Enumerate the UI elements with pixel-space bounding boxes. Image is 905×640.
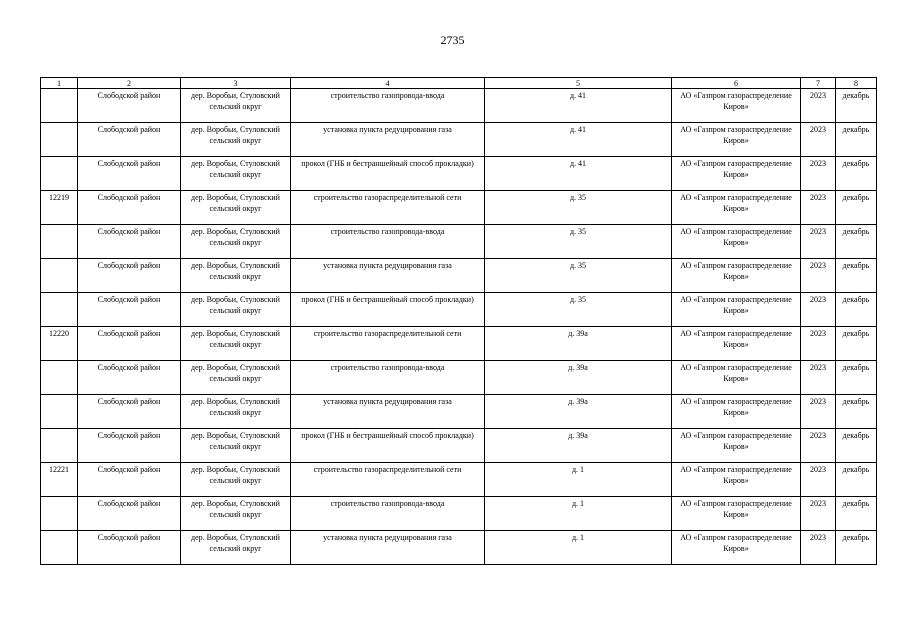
organization-cell: АО «Газпром газораспределение Киров» [672,429,801,463]
locality-cell: дер. Воробьи, Стуловский сельский округ [181,395,291,429]
month-cell: декабрь [836,225,877,259]
district-cell: Слободской район [78,463,181,497]
address-cell: д. 1 [485,531,672,565]
month-cell: декабрь [836,259,877,293]
year-cell: 2023 [801,327,836,361]
organization-cell: АО «Газпром газораспределение Киров» [672,89,801,123]
address-cell: д. 35 [485,293,672,327]
year-cell: 2023 [801,463,836,497]
column-number: 3 [181,78,291,89]
row-number [41,497,78,531]
work-type-cell: строительство газопровода-ввода [291,89,485,123]
row-number [41,89,78,123]
table-row [41,293,877,327]
district-cell: Слободской район [78,293,181,327]
row-number: 12219 [41,191,78,225]
locality-cell: дер. Воробьи, Стуловский сельский округ [181,429,291,463]
address-cell: д. 41 [485,89,672,123]
column-number: 6 [672,78,801,89]
address-cell: д. 41 [485,123,672,157]
column-number: 4 [291,78,485,89]
district-cell: Слободской район [78,123,181,157]
organization-cell: АО «Газпром газораспределение Киров» [672,463,801,497]
district-cell: Слободской район [78,327,181,361]
table-row [41,463,877,497]
month-cell: декабрь [836,395,877,429]
work-type-cell: строительство газопровода-ввода [291,225,485,259]
table-row [41,191,877,225]
table-row [41,123,877,157]
row-number [41,429,78,463]
work-type-cell: установка пункта редуцирования газа [291,395,485,429]
table-row [41,395,877,429]
work-type-cell: строительство газораспределительной сети [291,463,485,497]
month-cell: декабрь [836,531,877,565]
organization-cell: АО «Газпром газораспределение Киров» [672,395,801,429]
month-cell: декабрь [836,191,877,225]
work-type-cell: строительство газораспределительной сети [291,191,485,225]
year-cell: 2023 [801,497,836,531]
table-row [41,327,877,361]
table-row [41,429,877,463]
work-type-cell: прокол (ГНБ и бестраншейный способ прокладки) [291,293,485,327]
locality-cell: дер. Воробьи, Стуловский сельский округ [181,123,291,157]
column-number: 1 [41,78,78,89]
district-cell: Слободской район [78,89,181,123]
address-cell: д. 39а [485,395,672,429]
month-cell: декабрь [836,327,877,361]
month-cell: декабрь [836,463,877,497]
organization-cell: АО «Газпром газораспределение Киров» [672,531,801,565]
gasification-schedule-table [40,77,877,565]
organization-cell: АО «Газпром газораспределение Киров» [672,157,801,191]
column-number-row [41,78,877,89]
district-cell: Слободской район [78,429,181,463]
organization-cell: АО «Газпром газораспределение Киров» [672,225,801,259]
address-cell: д. 39а [485,429,672,463]
year-cell: 2023 [801,225,836,259]
organization-cell: АО «Газпром газораспределение Киров» [672,361,801,395]
work-type-cell: установка пункта редуцирования газа [291,259,485,293]
row-number [41,225,78,259]
locality-cell: дер. Воробьи, Стуловский сельский округ [181,293,291,327]
locality-cell: дер. Воробьи, Стуловский сельский округ [181,327,291,361]
organization-cell: АО «Газпром газораспределение Киров» [672,497,801,531]
locality-cell: дер. Воробьи, Стуловский сельский округ [181,259,291,293]
address-cell: д. 39а [485,361,672,395]
organization-cell: АО «Газпром газораспределение Киров» [672,259,801,293]
year-cell: 2023 [801,259,836,293]
table-row [41,89,877,123]
address-cell: д. 35 [485,191,672,225]
organization-cell: АО «Газпром газораспределение Киров» [672,191,801,225]
organization-cell: АО «Газпром газораспределение Киров» [672,123,801,157]
month-cell: декабрь [836,429,877,463]
year-cell: 2023 [801,157,836,191]
column-number: 2 [78,78,181,89]
year-cell: 2023 [801,293,836,327]
district-cell: Слободской район [78,497,181,531]
address-cell: д. 1 [485,497,672,531]
row-number [41,123,78,157]
year-cell: 2023 [801,531,836,565]
locality-cell: дер. Воробьи, Стуловский сельский округ [181,531,291,565]
row-number [41,293,78,327]
column-number: 7 [801,78,836,89]
year-cell: 2023 [801,191,836,225]
month-cell: декабрь [836,293,877,327]
work-type-cell: строительство газораспределительной сети [291,327,485,361]
month-cell: декабрь [836,157,877,191]
table-row [41,497,877,531]
district-cell: Слободской район [78,361,181,395]
address-cell: д. 35 [485,259,672,293]
work-type-cell: установка пункта редуцирования газа [291,531,485,565]
organization-cell: АО «Газпром газораспределение Киров» [672,293,801,327]
address-cell: д. 41 [485,157,672,191]
district-cell: Слободской район [78,225,181,259]
work-type-cell: установка пункта редуцирования газа [291,123,485,157]
month-cell: декабрь [836,89,877,123]
locality-cell: дер. Воробьи, Стуловский сельский округ [181,89,291,123]
organization-cell: АО «Газпром газораспределение Киров» [672,327,801,361]
month-cell: декабрь [836,497,877,531]
table-row [41,225,877,259]
district-cell: Слободской район [78,259,181,293]
locality-cell: дер. Воробьи, Стуловский сельский округ [181,463,291,497]
district-cell: Слободской район [78,395,181,429]
district-cell: Слободской район [78,531,181,565]
table-row [41,157,877,191]
locality-cell: дер. Воробьи, Стуловский сельский округ [181,191,291,225]
page-number: 2735 [440,33,465,47]
row-number [41,395,78,429]
locality-cell: дер. Воробьи, Стуловский сельский округ [181,225,291,259]
row-number [41,259,78,293]
year-cell: 2023 [801,89,836,123]
table-row [41,361,877,395]
row-number [41,361,78,395]
address-cell: д. 1 [485,463,672,497]
row-number: 12221 [41,463,78,497]
year-cell: 2023 [801,395,836,429]
locality-cell: дер. Воробьи, Стуловский сельский округ [181,361,291,395]
column-number: 8 [836,78,877,89]
work-type-cell: прокол (ГНБ и бестраншейный способ прокладки) [291,157,485,191]
year-cell: 2023 [801,429,836,463]
address-cell: д. 39а [485,327,672,361]
year-cell: 2023 [801,123,836,157]
work-type-cell: строительство газопровода-ввода [291,497,485,531]
district-cell: Слободской район [78,157,181,191]
locality-cell: дер. Воробьи, Стуловский сельский округ [181,497,291,531]
address-cell: д. 35 [485,225,672,259]
month-cell: декабрь [836,123,877,157]
table-row [41,259,877,293]
row-number [41,531,78,565]
locality-cell: дер. Воробьи, Стуловский сельский округ [181,157,291,191]
month-cell: декабрь [836,361,877,395]
row-number: 12220 [41,327,78,361]
work-type-cell: строительство газопровода-ввода [291,361,485,395]
work-type-cell: прокол (ГНБ и бестраншейный способ прокладки) [291,429,485,463]
column-number: 5 [485,78,672,89]
district-cell: Слободской район [78,191,181,225]
row-number [41,157,78,191]
table-row [41,531,877,565]
year-cell: 2023 [801,361,836,395]
